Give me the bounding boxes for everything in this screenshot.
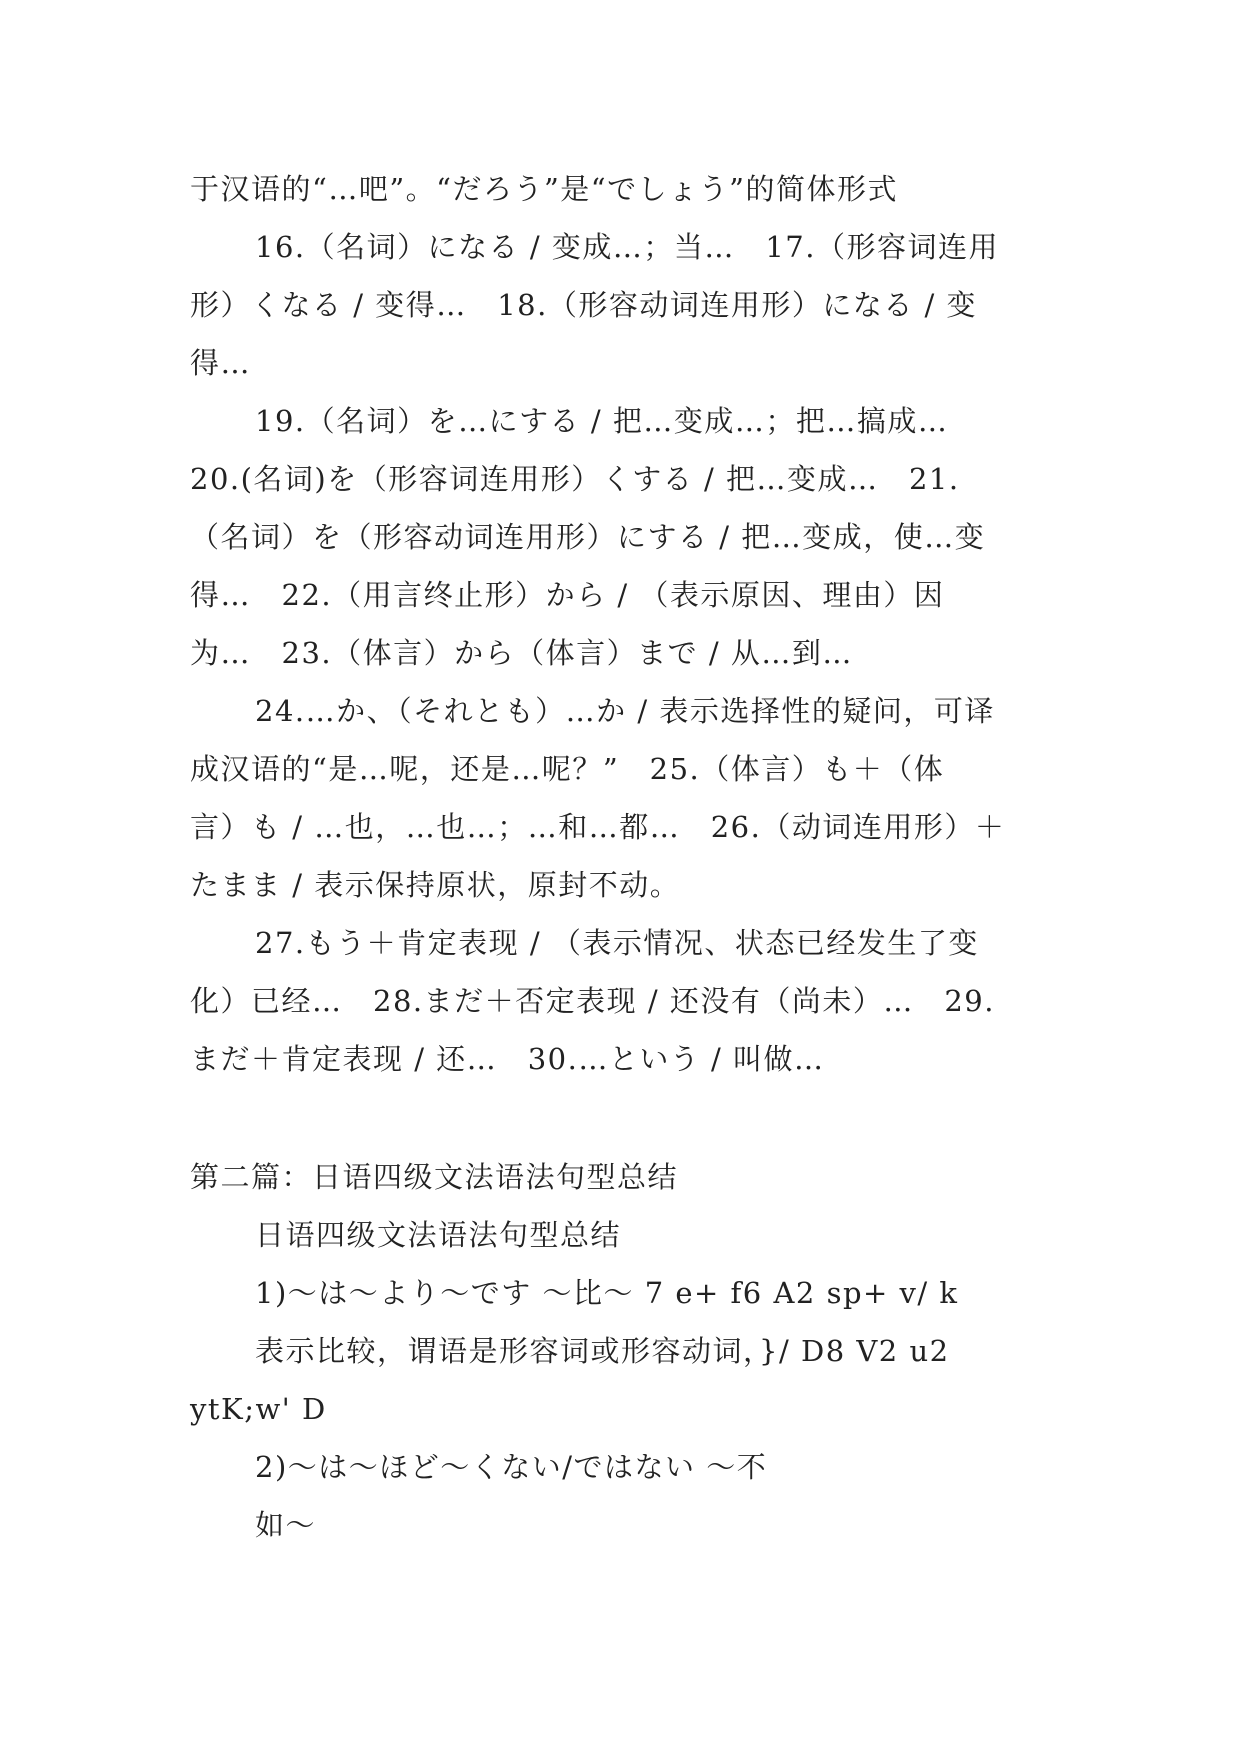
text-line: 24.…か、（それとも）…か / 表示选择性的疑问，可译: [255, 694, 995, 728]
text-line: 成汉语的“是…呢，还是…呢？” 25.（体言）も＋（体: [190, 752, 945, 786]
text-line: 形）くなる / 变得… 18.（形容动词连用形）になる / 变: [190, 288, 978, 322]
grammar-item-2: 2)～は～ほど～くない/ではない ～不: [255, 1450, 768, 1484]
text-line: 20.(名词)を（形容词连用形）くする / 把…变成… 21.: [190, 462, 960, 496]
text-line: 得…: [190, 346, 252, 380]
text-line: 19.（名词）を…にする / 把…变成…；把…搞成…: [255, 404, 949, 438]
text-line: 言）も / …也，…也…；…和…都… 26.（动词连用形）＋: [190, 810, 1006, 844]
grammar-item-1-description: 表示比较，谓语是形容词或形容动词，}/ D8 V2 u2: [255, 1334, 950, 1368]
document-page: [190, 160, 1060, 1554]
section-spacer: [190, 1088, 1060, 1148]
text-line: 得… 22.（用言终止形）から / （表示原因、理由）因: [190, 578, 945, 612]
text-line: 16.（名词）になる / 变成…；当… 17.（形容词连用: [255, 230, 999, 264]
section-title: 第二篇：日语四级文法语法句型总结: [190, 1160, 679, 1194]
text-line: たまま / 表示保持原状，原封不动。: [190, 868, 681, 902]
text-line: 为… 23.（体言）から（体言）まで / 从…到…: [190, 636, 853, 670]
text-line: 化）已经… 28.まだ＋否定表现 / 还没有（尚未）… 29.: [190, 984, 995, 1018]
text-line: 27.もう＋肯定表现 / （表示情况、状态已经发生了变: [255, 926, 979, 960]
text-line: （名词）を（形容动词连用形）にする / 把…变成，使…变: [190, 520, 986, 554]
text-line: 于汉语的“…吧”。“だろう”是“でしょう”的简体形式: [190, 172, 898, 206]
grammar-item-1-description-cont: ytK;w' D: [190, 1392, 327, 1426]
text-line: まだ＋肯定表现 / 还… 30.…という / 叫做…: [190, 1042, 825, 1076]
grammar-item-1: 1)～は～より～です ～比～ 7 e+ f6 A2 sp+ v/ k: [255, 1276, 959, 1310]
section-subtitle: 日语四级文法语法句型总结: [255, 1218, 622, 1252]
grammar-item-2-cont: 如～: [255, 1508, 317, 1542]
